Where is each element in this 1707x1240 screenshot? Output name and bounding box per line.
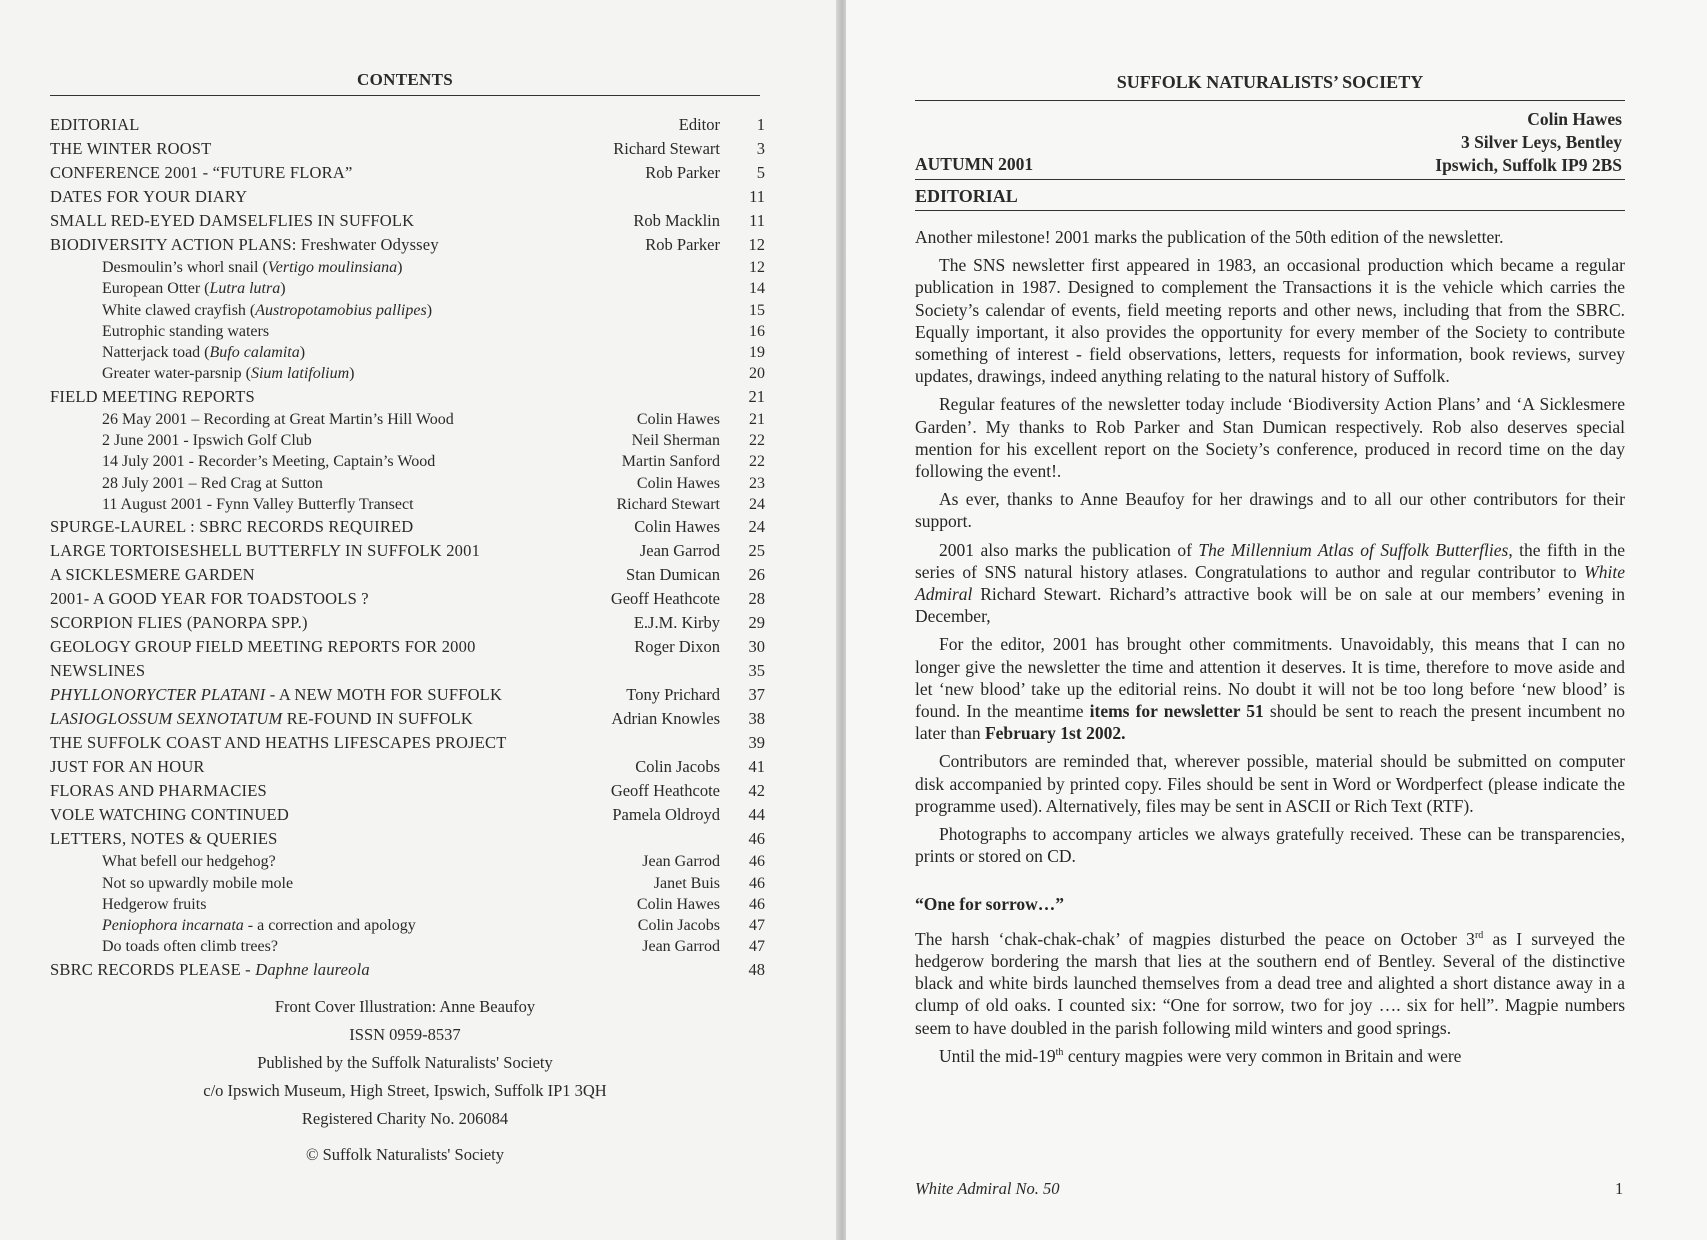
charity-number: Registered Charity No. 206084 [301, 1109, 509, 1128]
toc-entry-title: NEWSLINES [50, 661, 146, 681]
toc-entry-page: 42 [748, 781, 765, 801]
toc-entry-title: SCORPION FLIES (PANORPA SPP.) [50, 613, 308, 633]
toc-entry-title: CONFERENCE 2001 - “FUTURE FLORA” [50, 163, 353, 182]
toc-entry-page: 14 [749, 280, 765, 298]
toc-entry-title: Not so upwardly mobile mole [102, 874, 294, 892]
paragraph: The SNS newsletter first appeared in 1983, an occasional production which became a regular publication in 1987. Designed to complement the Transactions it is the vehicle which carries the Society’s calendar of events, field meeting reports and other news, including that from the SBRC. Equally important, it also provides the opportunity for every member of the Society to contribute something of interest - field observations, letters, requests for information, book reviews, survey updates, drawings, indeed anything relating to the natural history of Suffolk. [915, 255, 1625, 387]
toc-entry [50, 515, 765, 539]
toc-entry [50, 473, 765, 494]
toc-entry [50, 873, 765, 894]
toc-entry-page: 35 [748, 661, 765, 681]
toc-entry-title: What befell our hedgehog? [102, 853, 276, 871]
toc-entry-title: Peniophora incarnata - a correction and apology [102, 917, 416, 935]
toc-entry-author: Pamela Oldroyd [612, 805, 720, 825]
toc-entry-title: Greater water-parsnip (Sium latifolium) [102, 365, 355, 383]
toc-entry-author: Jean Garrod [639, 541, 720, 561]
toc-entry-page: 11 [749, 187, 765, 206]
toc-entry [50, 185, 765, 209]
toc-entry-title: SBRC RECORDS PLEASE - Daphne laureola [50, 959, 370, 979]
left-page [0, 0, 838, 1240]
toc-entry-page: 44 [748, 805, 765, 825]
toc-entry-author: E.J.M. Kirby [633, 613, 720, 633]
toc-entry-page: 24 [748, 517, 765, 537]
toc-entry-page: 46 [748, 829, 765, 849]
toc-entry-page: 15 [749, 301, 765, 319]
toc-entry-page: 38 [748, 709, 765, 729]
toc-entry-title: SPURGE-LAUREL : SBRC RECORDS REQUIRED [50, 517, 414, 537]
toc-entry-author: Roger Dixon [634, 637, 720, 657]
paragraph: For the editor, 2001 has brought other commitments. Unavoidably, this means that I can no longer give the newsletter the time and attention it deserves. It is time, therefore to move aside and let ‘new blood’ take up the editorial reins. No doubt it will not be too long before ‘new blood’ is found. In the meantime items for newsletter 51 should be sent to reach the present incumbent no later than February 1st 2002. [915, 634, 1625, 744]
toc-entry [50, 430, 765, 451]
toc-entry-author: Colin Jacobs [635, 757, 720, 777]
toc-entry-page: 12 [749, 259, 765, 276]
toc-entry-page: 23 [749, 474, 765, 492]
toc-entry-title: 28 July 2001 – Red Crag at Sutton [102, 474, 323, 492]
toc-entry-title: LASIOGLOSSUM SEXNOTATUM RE-FOUND IN SUFFOLK [50, 709, 473, 729]
toc-entry-page: 39 [748, 733, 765, 753]
toc-entry-page: 37 [748, 685, 765, 705]
newsletter-title: White Admiral [915, 561, 1625, 605]
toc-entry-title: 11 August 2001 - Fynn Valley Butterfly Transect [102, 495, 414, 513]
toc-entry-author: Neil Sherman [631, 432, 720, 450]
toc-entry-page: 29 [748, 613, 765, 633]
toc-entry-title: Hedgerow fruits [102, 895, 207, 913]
toc-entry [50, 209, 765, 233]
editor-name: Colin Hawes [1527, 109, 1622, 129]
toc-entry-title: LETTERS, NOTES & QUERIES [50, 829, 278, 849]
toc-entry-title: White clawed crayfish (Austropotamobius pallipes) [102, 301, 433, 319]
toc-entry-author: Jean Garrod [642, 853, 720, 871]
toc-entry-title: DATES FOR YOUR DIARY [50, 187, 248, 206]
toc-entry [50, 755, 765, 779]
toc-entry [50, 539, 765, 563]
toc-entry [50, 827, 765, 851]
toc-entry-page: 11 [749, 211, 765, 230]
toc-entry-author: Rob Macklin [633, 211, 720, 230]
editorial-heading: EDITORIAL [915, 186, 1018, 206]
toc-entry-author: Colin Hawes [636, 410, 720, 428]
toc-entry-page: 24 [749, 495, 765, 513]
society-title: SUFFOLK NATURALISTS’ SOCIETY [1116, 72, 1424, 92]
toc-entry-author: Editor [678, 115, 720, 134]
toc-entry-page: 46 [749, 853, 765, 871]
toc-entry-title: FLORAS AND PHARMACIES [50, 781, 267, 801]
toc-entry [50, 659, 765, 683]
page-number: 1 [1615, 1179, 1624, 1198]
contents-title: CONTENTS [357, 70, 453, 89]
issue-season: AUTUMN 2001 [915, 154, 1034, 174]
toc-entry-author: Rob Parker [645, 235, 720, 254]
toc-entry-page: 1 [756, 115, 765, 134]
toc-entry [50, 409, 765, 430]
cover-credit: Front Cover Illustration: Anne Beaufoy [274, 997, 536, 1016]
toc-entry-page: 47 [749, 917, 765, 935]
toc-entry-page: 47 [749, 938, 765, 956]
toc-entry-title: THE WINTER ROOST [50, 139, 212, 158]
toc-entry [50, 683, 765, 707]
toc-entry-title: BIODIVERSITY ACTION PLANS: Freshwater Odyssey [50, 235, 439, 254]
toc-entry [50, 342, 765, 363]
copyright: © Suffolk Naturalists' Society [305, 1145, 505, 1164]
toc-entry-author: Colin Hawes [636, 474, 720, 492]
toc-entry-title: 14 July 2001 - Recorder’s Meeting, Captain’s Wood [102, 453, 436, 471]
published-by: Published by the Suffolk Naturalists' Society [257, 1053, 553, 1072]
toc-entry-page: 19 [749, 344, 765, 362]
publisher-address: c/o Ipswich Museum, High Street, Ipswich, Suffolk IP1 3QH [203, 1081, 607, 1100]
toc-entry-author: Janet Buis [653, 874, 720, 892]
toc-entry [50, 300, 765, 321]
toc-entry-page: 26 [748, 565, 765, 585]
toc-entry [50, 113, 765, 137]
emphasis: items for newsletter 51 [1089, 701, 1264, 722]
toc-entry-page: 22 [749, 432, 765, 450]
toc-entry-author: Stan Dumican [626, 565, 720, 585]
toc-entry-title: PHYLLONORYCTER PLATANI - A NEW MOTH FOR SUFFOLK [50, 685, 503, 705]
toc-entry [50, 894, 765, 915]
toc-entry-page: 22 [749, 453, 765, 471]
toc-entry-page: 12 [748, 235, 765, 254]
toc-entry [50, 851, 765, 872]
toc-entry-author: Tony Prichard [626, 685, 720, 705]
toc-entry-author: Geoff Heathcote [610, 781, 720, 801]
issn: ISSN 0959-8537 [349, 1025, 461, 1044]
contents-rule [50, 95, 760, 96]
toc-entry-title: Desmoulin’s whorl snail (Vertigo moulinsiana) [102, 259, 403, 276]
section-subheading: “One for sorrow…” [915, 894, 1065, 915]
toc-entry-title: A SICKLESMERE GARDEN [50, 565, 255, 585]
toc-entry [50, 915, 765, 936]
toc-entry [50, 587, 765, 611]
publication-info [150, 993, 660, 1169]
toc-entry-author: Jean Garrod [642, 938, 720, 956]
toc-entry-page: 25 [748, 541, 765, 561]
paragraph: Until the mid-19th century magpies were very common in Britain and were [939, 1045, 1462, 1066]
toc-entry-author: Rob Parker [645, 163, 720, 182]
toc-entry [50, 278, 765, 299]
toc-entry-author: Richard Stewart [613, 139, 720, 158]
toc-entry [50, 137, 765, 161]
toc-entry-page: 28 [748, 589, 765, 609]
paragraph: Regular features of the newsletter today include ‘Biodiversity Action Plans’ and ‘A Sicklesmere Garden’. My thanks to Rob Parker and Stan Dumican respectively. Rob also deserves special mention for his excellent report on the Society’s conference, produced in record time on the day following the event!. [915, 394, 1625, 482]
toc-entry-page: 46 [749, 874, 765, 892]
toc-entry-title: THE SUFFOLK COAST AND HEATHS LIFESCAPES PROJECT [50, 733, 507, 753]
toc-entry-page: 30 [748, 637, 765, 657]
toc-entry-author: Colin Jacobs [637, 917, 720, 935]
paragraph: Another milestone! 2001 marks the publication of the 50th edition of the newsletter. [915, 227, 1504, 247]
toc-entry [50, 731, 765, 755]
toc-entry-title: 2001- A GOOD YEAR FOR TOADSTOOLS ? [50, 589, 369, 609]
editor-address-line-1: 3 Silver Leys, Bentley [1460, 132, 1622, 152]
paragraph: 2001 also marks the publication of The Millennium Atlas of Suffolk Butterflies, the fifth in the series of SNS natural history atlases. Congratulations to author and regular contributor to White Admiral Richard Stewart. Richard’s attractive book will be on sale at our members’ evening in December, [915, 539, 1625, 627]
toc-entry [50, 803, 765, 827]
toc-entry-title: JUST FOR AN HOUR [50, 757, 205, 777]
toc-entry [50, 321, 765, 342]
toc-entry-title: GEOLOGY GROUP FIELD MEETING REPORTS FOR 2000 [50, 637, 476, 657]
editorial-rule-bottom [915, 210, 1625, 211]
toc-entry [50, 363, 765, 384]
toc-entry-title: 2 June 2001 - Ipswich Golf Club [102, 432, 312, 450]
toc-entry [50, 779, 765, 803]
toc-entry-page: 41 [748, 757, 765, 777]
toc-entry [50, 451, 765, 472]
toc-entry [50, 936, 765, 957]
toc-entry [50, 635, 765, 659]
deadline: February 1st 2002. [984, 723, 1126, 744]
table-of-contents [50, 113, 765, 982]
toc-entry [50, 958, 765, 982]
toc-entry [50, 233, 765, 257]
editorial-body [915, 226, 1625, 1073]
toc-entry-title: EDITORIAL [50, 115, 140, 134]
paragraph: Contributors are reminded that, wherever possible, material should be submitted on computer disk accompanied by printed copy. Files should be sent in Word or Wordperfect (please indicate the programme used). Alternatively, files may be sent in ASCII or Rich Text (RTF). [915, 751, 1625, 816]
toc-entry-page: 3 [756, 139, 765, 158]
toc-entry-page: 16 [749, 322, 765, 340]
footer-title: White Admiral No. 50 [915, 1179, 1060, 1198]
toc-entry [50, 563, 765, 587]
toc-entry-title: Do toads often climb trees? [102, 938, 278, 956]
toc-entry [50, 257, 765, 278]
toc-entry [50, 611, 765, 635]
toc-entry-page: 5 [756, 163, 765, 182]
toc-entry-page: 46 [749, 895, 765, 913]
paragraph: The harsh ‘chak-chak-chak’ of magpies disturbed the peace on October 3rd as I surveyed the hedgerow bordering the marsh that lies at the southern end of Bentley. Several of the distinctive black and white birds launched themselves from a dead tree and alighted a short distance away in a clump of old oaks. I counted six: “One for sorrow, two for joy …. six for hell”. Magpie numbers seem to have doubled in the parish following mild winters and good springs. [915, 928, 1625, 1038]
toc-entry-author: Martin Sanford [621, 453, 720, 471]
editor-address-line-2: Ipswich, Suffolk IP9 2BS [1435, 155, 1622, 175]
toc-entry-page: 48 [748, 959, 765, 979]
toc-entry-title: LARGE TORTOISESHELL BUTTERFLY IN SUFFOLK 2001 [50, 541, 481, 561]
toc-entry-page: 21 [749, 410, 765, 428]
toc-entry-title: Eutrophic standing waters [102, 322, 270, 340]
toc-entry-title: SMALL RED-EYED DAMSELFLIES IN SUFFOLK [50, 211, 415, 230]
editor-address [1222, 108, 1622, 177]
toc-entry [50, 707, 765, 731]
book-title: The Millennium Atlas of Suffolk Butterflies [1198, 539, 1509, 560]
paragraph: As ever, thanks to Anne Beaufoy for her drawings and to all our other contributors for their support. [915, 489, 1625, 532]
editorial-rule-top [915, 179, 1625, 180]
toc-entry-title: European Otter (Lutra lutra) [102, 280, 286, 298]
toc-entry-author: Adrian Knowles [611, 709, 720, 729]
header-rule [915, 100, 1625, 101]
toc-entry [50, 161, 765, 185]
toc-entry-author: Geoff Heathcote [610, 589, 720, 609]
toc-entry [50, 494, 765, 515]
toc-entry-page: 20 [749, 365, 765, 383]
toc-entry-title: FIELD MEETING REPORTS [50, 386, 255, 406]
toc-entry-author: Colin Hawes [636, 895, 720, 913]
toc-entry-title: VOLE WATCHING CONTINUED [50, 805, 289, 825]
toc-entry-page: 21 [748, 386, 765, 406]
toc-entry-title: 26 May 2001 – Recording at Great Martin’s Hill Wood [102, 410, 454, 428]
toc-entry [50, 385, 765, 409]
toc-entry-author: Richard Stewart [616, 495, 720, 513]
paragraph: Photographs to accompany articles we always gratefully received. These can be transparencies, prints or stored on CD. [915, 824, 1625, 867]
toc-entry-title: Natterjack toad (Bufo calamita) [102, 344, 306, 362]
toc-entry-author: Colin Hawes [634, 517, 720, 537]
